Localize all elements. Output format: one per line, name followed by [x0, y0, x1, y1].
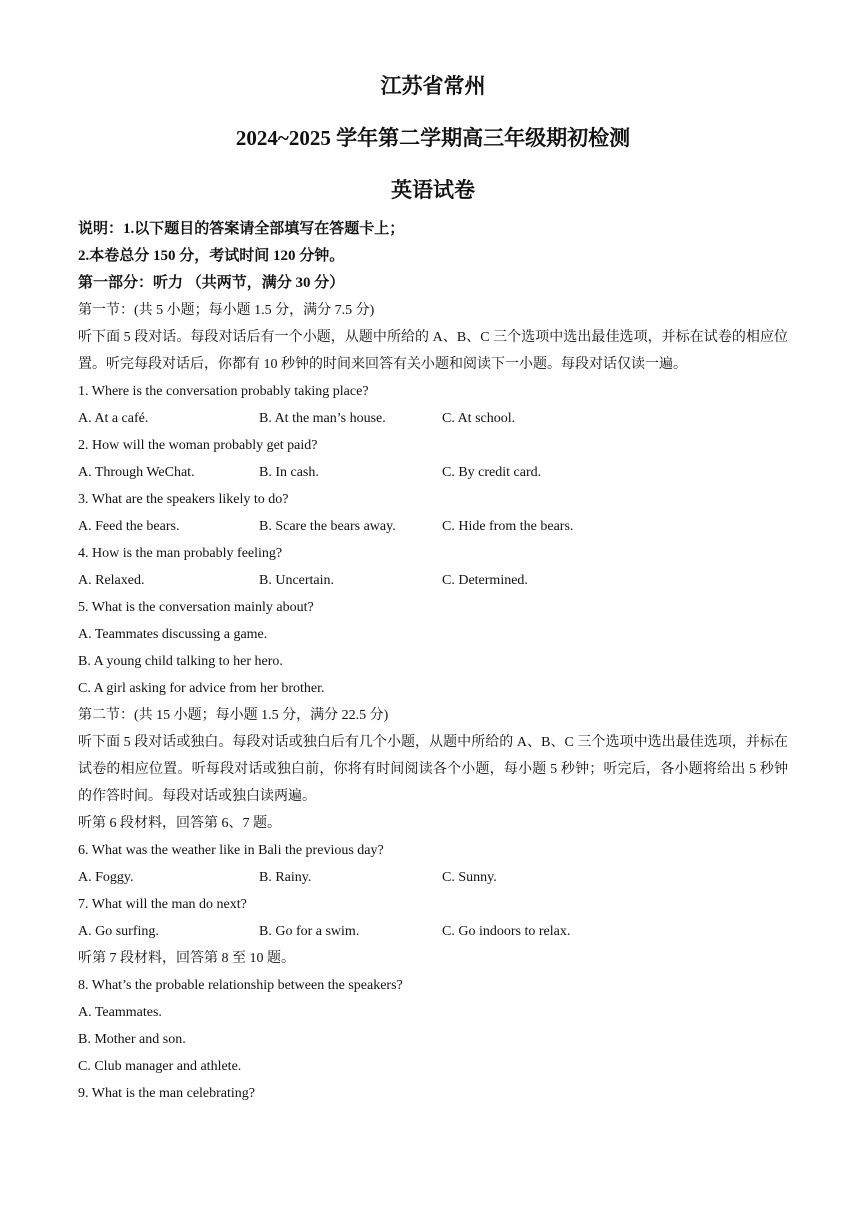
option-b: B. Go for a swim. [259, 924, 360, 939]
option-a: A. Feed the bears. [78, 519, 180, 534]
option-c: C. Club manager and athlete. [78, 1059, 242, 1074]
question-1: 1. Where is the conversation probably taking place? [78, 384, 369, 399]
section1-instructions: 听下面 5 段对话。每段对话后有一个小题，从题中所给的 A、B、C 三个选项中选出最佳选项，并标在试卷的相应位置。听完每段对话后，你都有 10 秒钟的时间来回答有关小题和阅读下一小题。每段对话仅读一遍。 [78, 330, 788, 372]
option-c: C. A girl asking for advice from her brother. [78, 681, 325, 696]
question-6: 6. What was the weather like in Bali the previous day? [78, 843, 384, 858]
option-b: B. Scare the bears away. [259, 519, 396, 534]
option-b: B. In cash. [259, 465, 319, 480]
exam-page [78, 72, 788, 1107]
question-9: 9. What is the man celebrating? [78, 1086, 256, 1101]
part1-title: 第一部分：听力 （共两节，满分 30 分） [78, 275, 345, 291]
option-b: B. Mother and son. [78, 1032, 186, 1047]
option-c: C. At school. [442, 411, 516, 426]
options-6 [78, 864, 788, 891]
section1-title: 第一节：(共 5 小题；每小题 1.5 分，满分 7.5 分) [78, 303, 375, 318]
section2-instructions: 听下面 5 段对话或独白。每段对话或独白后有几个小题，从题中所给的 A、B、C 三个选项中选出最佳选项，并标在试卷的相应位置。听每段对话或独白前，你将有时间阅读各个小题，每小题 5 秒钟；听完后，各小题将给出 5 秒钟的作答时间。每段对话或独白读两遍。 [78, 735, 788, 804]
option-c: C. Hide from the bears. [442, 519, 574, 534]
option-c: C. Go indoors to relax. [442, 924, 571, 939]
exam-region-title: 江苏省常州 [380, 74, 486, 98]
option-b: B. At the man’s house. [259, 411, 386, 426]
options-7 [78, 918, 788, 945]
material-7-prompt: 听第 7 段材料，回答第 8 至 10 题。 [78, 951, 295, 966]
instruction-note-1: 说明：1.以下题目的答案请全部填写在答题卡上； [78, 221, 405, 237]
option-b: B. Uncertain. [259, 573, 335, 588]
question-4: 4. How is the man probably feeling? [78, 546, 283, 561]
question-3: 3. What are the speakers likely to do? [78, 492, 289, 507]
question-2: 2. How will the woman probably get paid? [78, 438, 318, 453]
section2-title: 第二节：(共 15 小题；每小题 1.5 分，满分 22.5 分) [78, 708, 389, 723]
exam-subject-title: 英语试卷 [391, 178, 475, 202]
exam-term-title: 2024~2025 学年第二学期高三年级期初检测 [235, 126, 631, 150]
option-b: B. A young child talking to her hero. [78, 654, 283, 669]
instruction-note-2: 2.本卷总分 150 分，考试时间 120 分钟。 [78, 248, 345, 264]
option-b: B. Rainy. [259, 870, 312, 885]
option-a: A. At a café. [78, 411, 149, 426]
option-c: C. Sunny. [442, 870, 497, 885]
question-8: 8. What’s the probable relationship between the speakers? [78, 978, 403, 993]
option-a: A. Through WeChat. [78, 465, 195, 480]
options-2 [78, 459, 788, 486]
option-a: A. Go surfing. [78, 924, 159, 939]
option-c: C. By credit card. [442, 465, 542, 480]
question-7: 7. What will the man do next? [78, 897, 247, 912]
question-5: 5. What is the conversation mainly about? [78, 600, 314, 615]
options-1 [78, 405, 788, 432]
option-a: A. Relaxed. [78, 573, 145, 588]
material-6-prompt: 听第 6 段材料，回答第 6、7 题。 [78, 816, 281, 831]
option-a: A. Teammates. [78, 1005, 162, 1020]
options-3 [78, 513, 788, 540]
option-a: A. Foggy. [78, 870, 134, 885]
option-a: A. Teammates discussing a game. [78, 627, 268, 642]
options-4 [78, 567, 788, 594]
option-c: C. Determined. [442, 573, 528, 588]
